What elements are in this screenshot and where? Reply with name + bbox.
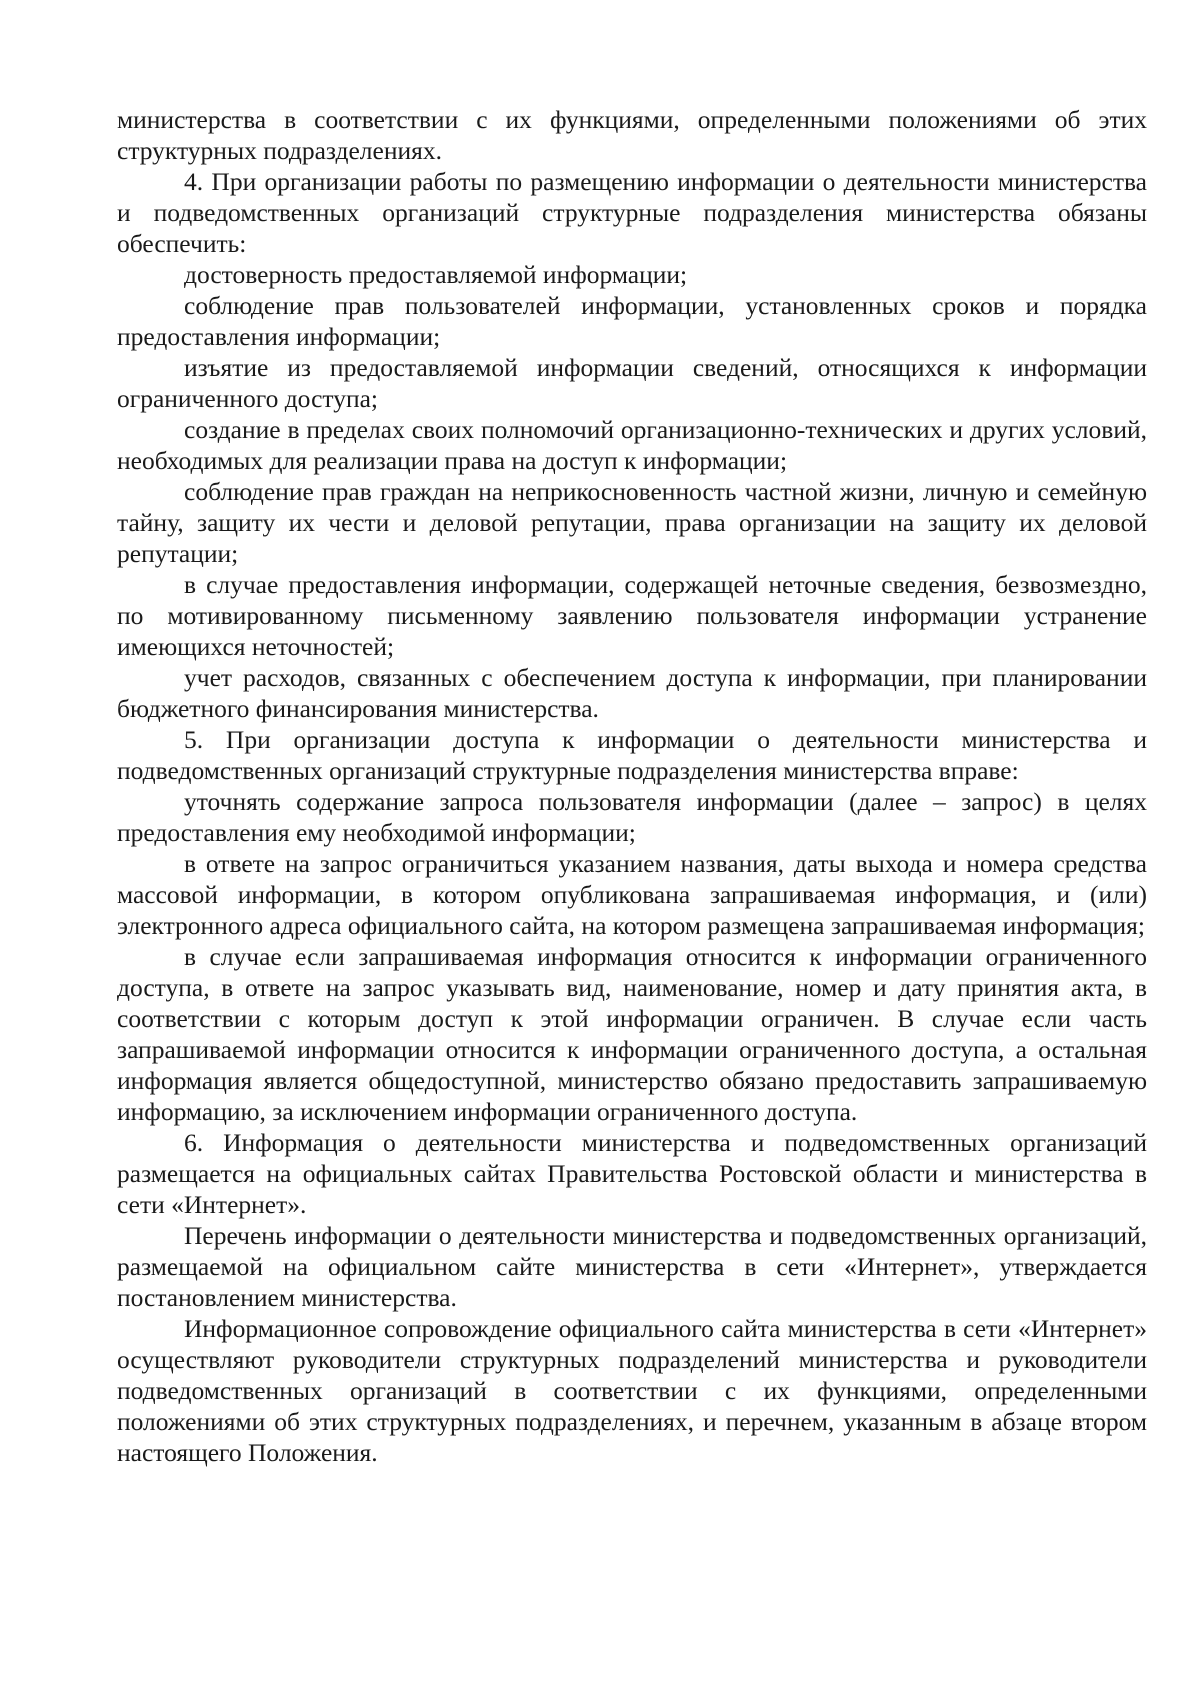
- paragraph-item-5: 5. При организации доступа к информации о деятельности министерства и подведомственных организаций структурные подразделения министерства вправе:: [117, 725, 1147, 785]
- paragraph-restricted-access: в случае если запрашиваемая информация относится к информации ограниченного доступа, в ответе на запрос указывать вид, наименование, номер и дату принятия акта, в соответствии с которым доступ к этой информации ограничен. В случае если часть запрашиваемой информации относится к информации ограниченного доступа, а остальная информация является общедоступной, министерство обязано предоставить запрашиваемую информацию, за исключением информации ограниченного доступа.: [117, 942, 1147, 1126]
- paragraph-media-reference: в ответе на запрос ограничиться указанием названия, даты выхода и номера средства массовой информации, в котором опубликована запрашиваемая информация, и (или) электронного адреса официального сайта, на котором размещена запрашиваемая информация;: [117, 849, 1147, 940]
- paragraph-corrections: в случае предоставления информации, содержащей неточные сведения, безвозмездно, по мотивированному письменному заявлению пользователя информации устранение имеющихся неточностей;: [117, 570, 1147, 661]
- paragraph-continuation: министерства в соответствии с их функциями, определенными положениями об этих структурных подразделениях.: [117, 105, 1147, 165]
- paragraph-information-list: Перечень информации о деятельности министерства и подведомственных организаций, размещаемой на официальном сайте министерства в сети «Интернет», утверждается постановлением министерства.: [117, 1221, 1147, 1312]
- paragraph-clarify-request: уточнять содержание запроса пользователя информации (далее – запрос) в целях предоставления ему необходимой информации;: [117, 787, 1147, 847]
- paragraph-site-support: Информационное сопровождение официального сайта министерства в сети «Интернет» осуществляют руководители структурных подразделений министерства и руководители подведомственных организаций в соответствии с их функциями, определенными положениями об этих структурных подразделениях, и перечнем, указанным в абзаце втором настоящего Положения.: [117, 1314, 1147, 1467]
- paragraph-withdrawal: изъятие из предоставляемой информации сведений, относящихся к информации ограниченного доступа;: [117, 353, 1147, 413]
- paragraph-user-rights: соблюдение прав пользователей информации, установленных сроков и порядка предоставления информации;: [117, 291, 1147, 351]
- paragraph-expenses: учет расходов, связанных с обеспечением доступа к информации, при планировании бюджетного финансирования министерства.: [117, 663, 1147, 723]
- paragraph-reliability: достоверность предоставляемой информации;: [184, 260, 688, 289]
- paragraph-item-6: 6. Информация о деятельности министерства и подведомственных организаций размещается на официальных сайтах Правительства Ростовской области и министерства в сети «Интернет».: [117, 1128, 1147, 1219]
- paragraph-item-4: 4. При организации работы по размещению информации о деятельности министерства и подведомственных организаций структурные подразделения министерства обязаны обеспечить:: [117, 167, 1147, 258]
- paragraph-conditions: создание в пределах своих полномочий организационно-технических и других условий, необходимых для реализации права на доступ к информации;: [117, 415, 1147, 475]
- paragraph-privacy: соблюдение прав граждан на неприкосновенность частной жизни, личную и семейную тайну, защиту их чести и деловой репутации, права организации на защиту их деловой репутации;: [117, 477, 1147, 568]
- document-page: [117, 104, 1147, 1468]
